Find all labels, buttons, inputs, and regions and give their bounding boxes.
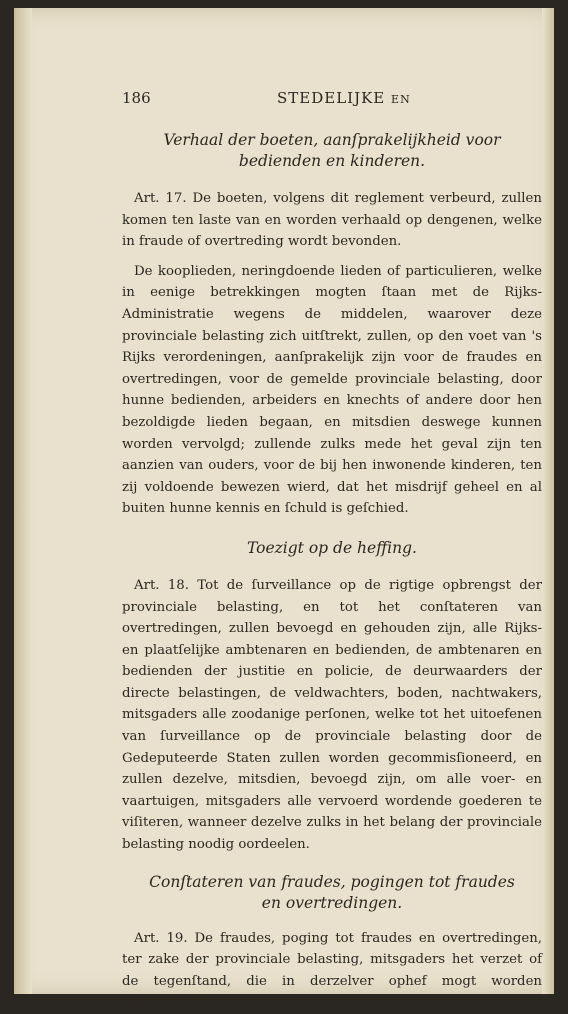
section-heading-boeten <box>122 130 542 172</box>
page-edge <box>542 8 554 994</box>
page-gutter <box>14 8 32 994</box>
heading-line: bedienden en kinderen. <box>238 152 426 170</box>
running-head-title: STEDELIJKE <box>277 89 386 107</box>
page-number: 186 <box>122 89 151 107</box>
heading-line: Toezigt op de heffing. <box>247 538 417 557</box>
page-text <box>122 86 542 1014</box>
article-18-paragraph: Art. 18. Tot de ſurveillance op de rigtige opbrengst der provinciale belasting, en tot het conſtateren van overtredingen, zullen bevoegd en gehouden zijn, alle Rijks- en plaatſelijke ambtenaren en bedienden, de ambtenaren en bedienden der justitie en policie, de deurwaarders der directe belastingen, de veldwachters, boden, nachtwakers, mitsgaders alle zoodanige perſonen, welke tot het uitoefenen van ſurveillance op de provinciale belasting door de Gedeputeerde Staten zullen worden gecommisſioneerd, en zullen dezelve, mitsdien, bevoegd zijn, om alle voer- en vaartuigen, mitsgaders alle vervoerd wordende goederen te viſiteren, wanneer dezelve zulks in het belang der provinciale belasting noodig oordeelen. <box>122 577 542 853</box>
liability-paragraph: De kooplieden, neringdoende lieden of particulieren, welke in eenige betrekkingen mogten ſtaan met de Rijks-Administratie wegens de middelen, waarover deze provinciale belasting zich uitſtrekt, zullen, op den voet van 's Rijks verordeningen, aanſprakelijk zijn voor de fraudes en overtredingen, voor de gemelde provinciale belasting, door hunne bedienden, arbeiders en knechts of andere door hen bezoldigde lieden begaan, en mitsdien deswege kunnen worden vervolgd; zullende zulks mede het geval zijn ten aanzien van ouders, voor de bij hen inwonende kinderen, ten zij voldoende bewezen wierd, dat het misdrijf geheel en al buiten hunne kennis en ſchuld is geſchied. <box>122 263 542 517</box>
heading-line: Conſtateren van fraudes, pogingen tot fraudes <box>149 872 515 891</box>
article-17-paragraph: Art. 17. De boeten, volgens dit reglement verbeurd, zullen komen ten laste van en worden verhaald op dengenen, welke in fraude of overtreding wordt bevonden. <box>122 191 542 250</box>
page-header <box>122 86 542 114</box>
section-heading-toezigt <box>122 538 542 559</box>
heading-line: Verhaal der boeten, aanſprakelijkheid voor <box>163 131 501 149</box>
running-head-small: EN <box>391 93 411 106</box>
book-page <box>14 8 554 1011</box>
heading-line: en overtredingen. <box>261 893 403 912</box>
section-heading-constateren <box>122 872 542 914</box>
running-head <box>277 88 411 111</box>
article-19-paragraph: Art. 19. De fraudes, poging tot fraudes en overtredingen, ter zake der provinciale belasting, mitsgaders het verzet of de tegenſtand, die in derzelver ophef mogt worden ondervonden, <box>122 930 542 1011</box>
